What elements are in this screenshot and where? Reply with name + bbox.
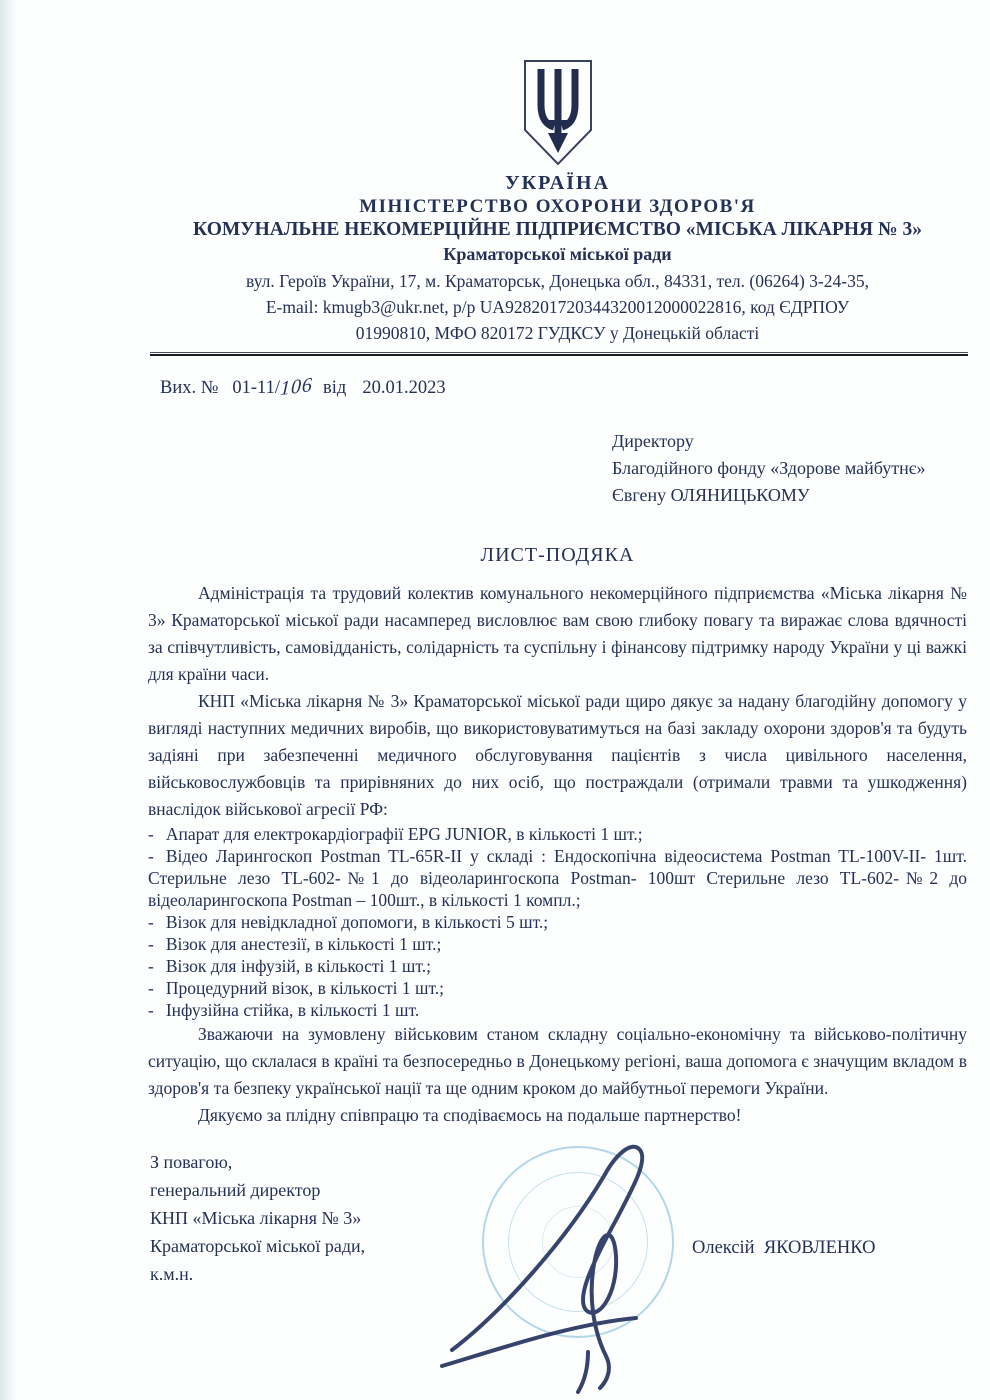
list-item bbox=[148, 823, 967, 845]
paragraph: Зважаючи на зумовлену військовим станом складну соціально-економічну та військово-політичну ситуацію, що склалася в країні та безпосередньо в Донецькому регіоні, ваша допомога є значущим вкладом в здоров'я та безпеку української нації та ще одним кроком до майбутньої перемоги України. bbox=[148, 1024, 967, 1098]
address-line: E-mail: kmugb3@ukr.net, p/p UA928201720344320012000022816, код ЄДРПОУ bbox=[265, 297, 850, 317]
addressee-line: Директору bbox=[612, 431, 694, 451]
handwritten-signature bbox=[438, 1114, 673, 1399]
scan-edge-shadow bbox=[0, 0, 16, 1400]
addressee-line: Євгену ОЛЯНИЦЬКОМУ bbox=[612, 485, 810, 505]
reference-prefix: Вих. № bbox=[160, 378, 219, 398]
list-item bbox=[148, 933, 967, 955]
list-item bbox=[148, 999, 967, 1021]
address-block bbox=[150, 268, 965, 346]
list-item bbox=[148, 845, 967, 911]
list-item bbox=[148, 977, 967, 999]
position-line: КНП «Міська лікарня № 3» bbox=[150, 1208, 362, 1228]
reference-handwritten-number: 106 bbox=[279, 373, 314, 401]
list-marker: - bbox=[148, 956, 154, 976]
list-marker: - bbox=[148, 1000, 154, 1020]
list-item bbox=[148, 955, 967, 977]
position-line: генеральний директор bbox=[150, 1180, 321, 1200]
paragraph: Дякуємо за плідну співпрацю та сподіваємось на подальше партнерство! bbox=[198, 1105, 742, 1125]
list-item bbox=[148, 911, 967, 933]
address-line: вул. Героїв України, 17, м. Краматорськ, Донецька обл., 84331, тел. (06264) 3-24-35, bbox=[246, 271, 869, 291]
reference-date-label: від bbox=[323, 378, 347, 398]
reference-date: 20.01.2023 bbox=[362, 378, 446, 398]
council-name: Краматорської міської ради bbox=[443, 244, 672, 264]
executive-name: Олексій ЯКОВЛЕНКО bbox=[692, 1238, 876, 1258]
list-item-text: Візок для інфузій, в кількості 1 шт.; bbox=[165, 956, 431, 976]
letter-body bbox=[148, 580, 967, 1129]
reference-number: 01-11/ bbox=[232, 378, 281, 398]
ukraine-trident-icon bbox=[519, 58, 597, 168]
address-line: 01990810, МФО 820172 ГУДКСУ у Донецькій області bbox=[355, 323, 760, 343]
emblem-wrap bbox=[150, 58, 965, 168]
list-marker: - bbox=[148, 912, 154, 932]
list-item-text: Візок для анестезії, в кількості 1 шт.; bbox=[165, 934, 442, 954]
country-name: УКРАЇНА bbox=[504, 172, 611, 194]
paragraph: Адміністрація та трудовий колектив комунального некомерційного підприємства «Міська лікарня № 3» Краматорської міської ради насамперед висловлює вам свою глибоку повагу та виражає слова вдячності за співчутливість, самовідданість, солідарність та суспільну і фінансову підтримку народу України у ці важкі для країни часи. bbox=[148, 583, 967, 684]
signature-block bbox=[150, 1148, 365, 1288]
list-marker: - bbox=[148, 934, 154, 954]
letterhead-divider bbox=[150, 352, 968, 356]
paragraph: КНП «Міська лікарня № 3» Краматорської міської ради щиро дякує за надану благодійну допомогу у вигляді наступних медичних виробів, що використовуватимуться на базі закладу охорони здоров'я та будуть задіяні при забезпеченні медичного обслуговування пацієнтів з числа цивільного населення, військовослужбовців та прирівняних до них осіб, що постраждали (отримали травми та ушкодження) внаслідок військової агресії РФ: bbox=[148, 691, 967, 819]
list-marker: - bbox=[148, 978, 154, 998]
list-item-text: Процедурний візок, в кількості 1 шт.; bbox=[165, 978, 445, 998]
letter-title: ЛИСТ-ПОДЯКА bbox=[480, 544, 635, 566]
letterhead bbox=[150, 58, 965, 346]
list-item-text: Відео Ларингоскоп Postman TL-65R-II у складі : Ендоскопічна відеосистема Postman TL-100V-II- 1шт. Стерильне лезо TL-602-№1 до відеоларингоскопа Postman- 100шт Стерильне лезо TL-602-№2 до відеоларингоскопа Postman – 100шт., в кількості 1 компл.; bbox=[148, 846, 967, 910]
closing-line: З повагою, bbox=[150, 1152, 233, 1172]
position-line: Краматорської міської ради, bbox=[150, 1236, 366, 1256]
list-item-text: Апарат для електрокардіографії EPG JUNIOR, в кількості 1 шт.; bbox=[165, 824, 643, 844]
ministry-name: МІНІСТЕРСТВО ОХОРОНИ ЗДОРОВ'Я bbox=[359, 196, 756, 217]
addressee-line: Благодійного фонду «Здорове майбутнє» bbox=[612, 458, 926, 478]
list-marker: - bbox=[148, 824, 154, 844]
list-item-text: Візок для невідкладної допомоги, в кількості 5 шт.; bbox=[165, 912, 549, 932]
list-item-text: Інфузійна стійка, в кількості 1 шт. bbox=[165, 1000, 420, 1020]
list-marker: - bbox=[148, 846, 154, 866]
organization-name: КОМУНАЛЬНЕ НЕКОМЕРЦІЙНЕ ПІДПРИЄМСТВО «МІСЬКА ЛІКАРНЯ № 3» bbox=[193, 219, 922, 240]
position-line: к.м.н. bbox=[150, 1264, 194, 1284]
addressee-block bbox=[612, 428, 926, 509]
reference-line bbox=[160, 373, 446, 401]
